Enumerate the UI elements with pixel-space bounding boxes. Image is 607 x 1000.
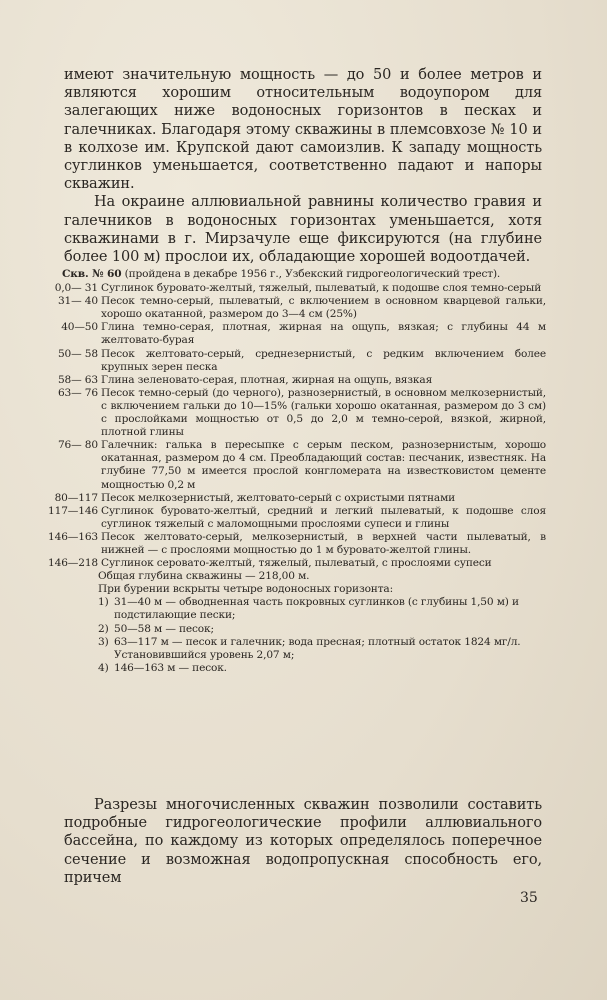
well-log-section xyxy=(36,268,546,675)
layer-depth-range: 50— 58 xyxy=(57,347,98,360)
well-header-text: (пройдена в декабре 1956 г., Узбекский гидрогеологический трест). xyxy=(121,268,501,280)
horizon-item xyxy=(36,636,546,662)
horizon-item xyxy=(36,623,546,636)
bottom-text-block xyxy=(64,796,542,887)
layer-description: Песок желтовато-серый, среднезернистый, с редким включением более крупных зерен песка xyxy=(101,347,546,373)
horizon-item xyxy=(36,662,546,675)
horizon-description: 50—58 м — песок; xyxy=(114,622,214,635)
total-depth: Общая глубина скважины — 218,00 м. xyxy=(98,570,310,583)
layer-description: Песок темно-серый (до черного), разнозернистый, в основном мелкозернистый, с включением гальки до 10—15% (гальки хорошо окатанная, размером до 3 см) с прослойками мощностью от 0,5 до 2,0 м темно-серой, вязкой, жирной, плотной глины xyxy=(101,386,546,439)
layer-depth-range: 146—163 xyxy=(48,530,98,543)
horizon-number: 2) xyxy=(98,622,109,635)
layer-description: Песок мелкозернистый, желтовато-серый с охристыми пятнами xyxy=(101,491,456,504)
layer-depth-range: 63— 76 xyxy=(57,386,98,399)
horizon-number: 4) xyxy=(98,661,109,674)
layer-depth-range: 0,0— 31 xyxy=(54,282,98,295)
layer-description: Песок желтовато-серый, мелкозернистый, в верхней части пылеватый, в нижней — с прослоями мощностью до 1 м буровато-желтой глины. xyxy=(101,530,546,556)
layer-table xyxy=(36,282,546,570)
layer-description: Суглинок серовато-желтый, тяжелый, пылеватый, с прослоями супеси xyxy=(101,557,492,570)
layer-depth-range: 76— 80 xyxy=(57,439,98,452)
horizon-description: 63—117 м — песок и галечник; вода пресная; плотный остаток 1824 мг/л. Установившийся уровень 2,07 м; xyxy=(114,635,521,661)
layer-row xyxy=(36,387,546,439)
horizons-list xyxy=(36,596,546,675)
horizon-number: 3) xyxy=(98,635,109,648)
page-number: 35 xyxy=(520,890,538,906)
layer-row xyxy=(36,531,546,557)
layer-description: Глина зеленовато-серая, плотная, жирная на ощупь, вязкая xyxy=(101,373,433,386)
layer-description: Песок темно-серый, пылеватый, с включением в основном кварцевой гальки, хорошо окатанной, размером до 3—4 см (25%) xyxy=(101,295,546,321)
layer-row xyxy=(36,374,546,387)
paragraph-3: Разрезы многочисленных скважин позволили составить подробные гидрогеологические профили аллювиального бассейна, по каждому из которых определялось поперечное сечение и возможная водопропускная способность его, причем xyxy=(64,797,542,886)
layer-row xyxy=(36,492,546,505)
layer-depth-range: 40—50 xyxy=(61,321,98,334)
well-number: Скв. № 60 xyxy=(62,268,122,280)
layer-description: Галечник: галька в пересыпке с серым песком, разнозернистым, хорошо окатанная, размером до 4 см. Преобладающий состав: песчаник, известняк. На глубине 77,50 м имеется прослой конгломерата на известковистом цементе мощностью 0,2 м xyxy=(101,439,546,491)
layer-depth-range: 58— 63 xyxy=(57,373,98,386)
paragraph-2: На окраине аллювиальной равнины количество гравия и галечников в водоносных горизонтах уменьшается, хотя скважинами в г. Мирзачуле еще фиксируются (на глубине более 100 м) прослои их, обладающие хорошей водоотдачей. xyxy=(64,194,542,266)
horizon-number: 1) xyxy=(98,596,109,609)
layer-row xyxy=(36,348,546,374)
horizon-item xyxy=(36,596,546,622)
horizon-description: 146—163 м — песок. xyxy=(114,661,227,674)
layer-description: Суглинок буровато-желтый, средний и легкий пылеватый, к подошве слоя суглинок тяжелый с маломощными прослоями супеси и глины xyxy=(101,504,546,530)
layer-depth-range: 117—146 xyxy=(48,504,98,517)
horizon-description: 31—40 м — обводненная часть покровных суглинков (с глубины 1,50 м) и подстилающие пески; xyxy=(114,596,519,622)
layer-depth-range: 31— 40 xyxy=(57,295,98,308)
paragraph-1: имеют значительную мощность — до 50 и более метров и являются хорошим относительным водоупором для залегающих ниже водоносных горизонтов в песках и галечниках. Благодаря этому скважины в племсовхозе № 10 и в колхозе им. Крупской дают самоизлив. К западу мощность суглинков уменьшается, соответственно падают и напоры скважин. xyxy=(64,67,542,193)
layer-row xyxy=(36,439,546,491)
layer-row xyxy=(36,295,546,321)
layer-description: Суглинок буровато-желтый, тяжелый, пылеватый, к подошве слоя темно-серый xyxy=(101,282,542,295)
layer-depth-range: 146—218 xyxy=(48,557,98,570)
horizons-intro: При бурении вскрыты четыре водоносных горизонта: xyxy=(98,583,394,596)
layer-row xyxy=(36,282,546,295)
layer-depth-range: 80—117 xyxy=(54,491,98,504)
well-log-header xyxy=(36,268,546,281)
top-text-block xyxy=(64,66,542,266)
layer-row xyxy=(36,321,546,347)
layer-row xyxy=(36,557,546,570)
layer-description: Глина темно-серая, плотная, жирная на ощупь, вязкая; с глубины 44 м желтовато-бурая xyxy=(101,321,546,347)
layer-row xyxy=(36,505,546,531)
